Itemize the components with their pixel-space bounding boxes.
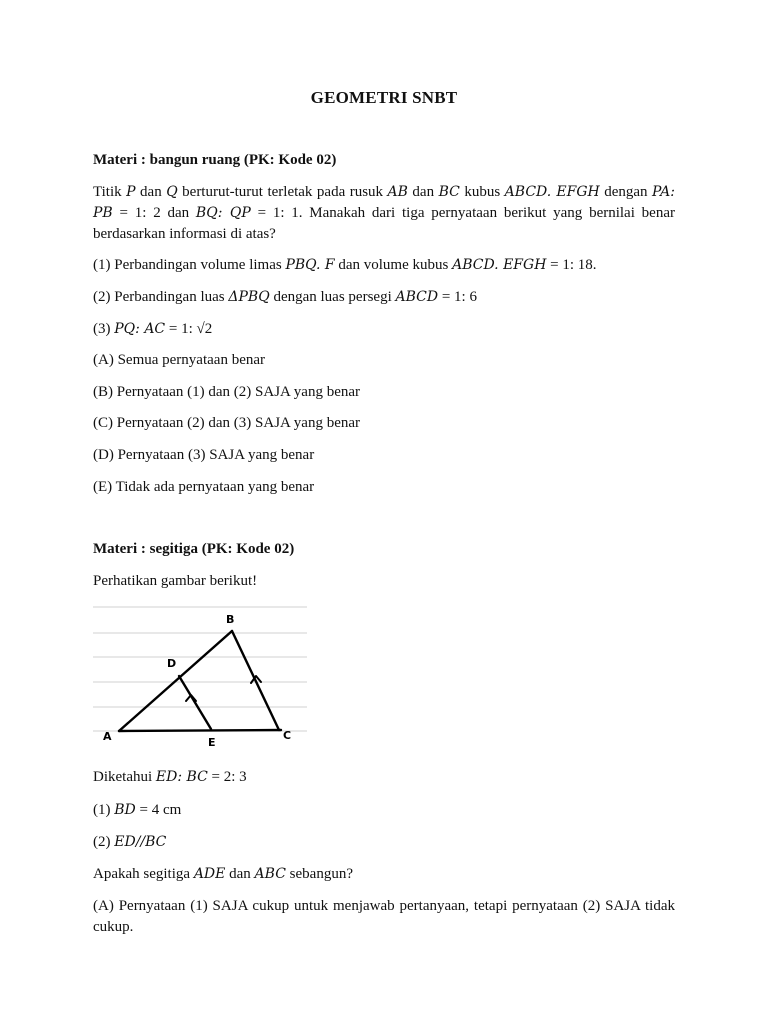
statement-bd: (1) BD = 4 cm — [93, 802, 182, 818]
option-a: (A) Semua pernyataan benar — [93, 352, 266, 368]
section1-question: Titik P dan Q berturut-turut terletak pada rusuk AB dan BC kubus ABCD. EFGH dengan PA: PB = 1: 2 dan BQ: QP = 1: 1. Manakah dari tiga pernyataan berikut yang bernilai benar berdasarkan informasi di atas? — [93, 184, 675, 242]
side-bc — [232, 631, 279, 730]
label-b: B — [226, 613, 235, 626]
statement-2: (2) Perbandingan luas ΔPBQ dengan luas persegi ABCD = 1: 6 — [93, 289, 477, 305]
option-c: (C) Pernyataan (2) dan (3) SAJA yang benar — [93, 415, 361, 431]
label-d: D — [167, 657, 177, 670]
similarity-question: Apakah segitiga ADE dan ABC sebangun? — [93, 866, 353, 882]
option-b: (B) Pernyataan (1) dan (2) SAJA yang benar — [93, 384, 361, 400]
given-ratio: Diketahui ED: BC = 2: 3 — [93, 769, 247, 785]
side-ab — [119, 631, 232, 731]
answer-option-a: (A) Pernyataan (1) SAJA cukup untuk menjawab pertanyaan, tetapi pernyataan (2) SAJA tidak cukup. — [93, 898, 675, 935]
segment-de — [179, 676, 211, 729]
section2-heading: Materi : segitiga (PK: Kode 02) — [93, 541, 295, 557]
page-title: GEOMETRI SNBT — [310, 88, 458, 107]
figure-intro: Perhatikan gambar berikut! — [93, 573, 258, 589]
triangle-figure — [91, 603, 311, 753]
label-e: E — [208, 736, 216, 749]
statement-parallel: (2) ED//BC — [93, 834, 167, 850]
statement-1: (1) Perbandingan volume limas PBQ. F dan volume kubus ABCD. EFGH = 1: 18. — [93, 257, 597, 273]
option-e: (E) Tidak ada pernyataan yang benar — [93, 479, 315, 495]
label-a: A — [103, 730, 112, 743]
section1-heading: Materi : bangun ruang (PK: Kode 02) — [93, 152, 337, 168]
label-c: C — [283, 729, 292, 742]
option-d: (D) Pernyataan (3) SAJA yang benar — [93, 447, 315, 463]
side-ac — [119, 730, 281, 731]
statement-3: (3) PQ: AC = 1: √2 — [93, 321, 213, 337]
